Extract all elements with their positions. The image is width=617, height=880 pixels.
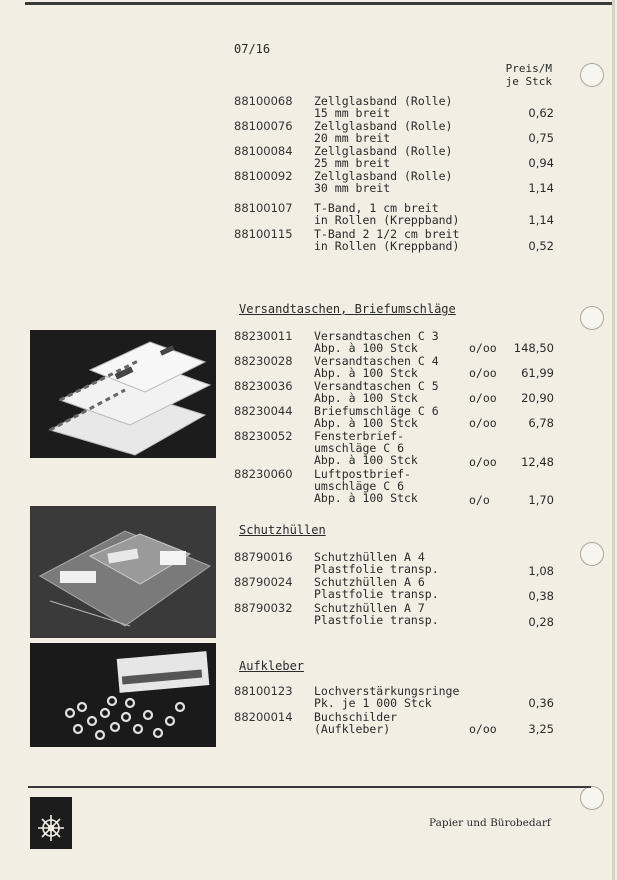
item-desc: Zellglasband (Rolle) [314,144,453,158]
item-desc: 20 mm breit [314,131,391,145]
item-unit: o/oo [469,455,497,469]
sleeves-image [30,506,216,638]
item-desc: Abp. à 100 Stck [314,391,418,405]
list-item [234,601,554,627]
item-desc: Abp. à 100 Stck [314,491,418,505]
ship-wheel-logo [30,797,72,849]
list-item [234,710,554,736]
list-item [234,429,554,467]
item-code: 88100115 [234,227,293,241]
item-desc: Abp. à 100 Stck [314,453,418,467]
page-code: 07/16 [234,42,271,56]
item-price: 0,52 [528,239,554,253]
item-desc: Abp. à 100 Stck [314,416,418,430]
item-desc: Schutzhüllen A 4 [314,550,425,564]
list-item [234,379,554,405]
punch-hole-4 [580,786,604,810]
item-desc: Luftpostbrief- [314,467,411,481]
item-desc: Plastfolie transp. [314,562,439,576]
envelopes-image [30,330,216,458]
item-unit: o/oo [469,722,497,736]
list-item [234,354,554,380]
list-item [234,201,554,227]
item-price: 0,75 [528,131,554,145]
item-desc: Fensterbrief- [314,429,405,443]
item-desc: (Aufkleber) [314,722,391,736]
item-code: 88790016 [234,550,293,564]
item-code: 88100084 [234,144,293,158]
item-desc: 15 mm breit [314,106,391,120]
item-unit: o/oo [469,391,497,405]
item-code: 88100076 [234,119,293,133]
item-desc: Briefumschläge C 6 [314,404,439,418]
item-code: 88100123 [234,684,293,698]
top-rule [25,2,615,5]
list-item [234,144,554,170]
list-item [234,94,554,120]
item-price: 12,48 [521,455,554,469]
item-desc: umschläge C 6 [314,441,405,455]
item-price: 0,62 [528,106,554,120]
item-unit: o/o [469,493,490,507]
item-price: 0,28 [528,615,554,629]
item-price: 1,70 [528,493,554,507]
item-price: 148,50 [513,341,554,355]
item-unit: o/oo [469,416,497,430]
item-price: 61,99 [521,366,554,380]
item-price: 0,94 [528,156,554,170]
item-desc: Zellglasband (Rolle) [314,169,453,183]
punch-hole-3 [580,542,604,566]
list-item [234,227,554,253]
punch-hole-1 [580,63,604,87]
item-desc: Versandtaschen C 3 [314,329,439,343]
item-desc: Plastfolie transp. [314,587,439,601]
item-code: 88230036 [234,379,293,393]
item-desc: Abp. à 100 Stck [314,366,418,380]
item-price: 1,08 [528,564,554,578]
item-desc: T-Band 2 1/2 cm breit [314,227,460,241]
page-edge [612,0,615,880]
bottom-rule [28,786,591,788]
item-desc: Versandtaschen C 5 [314,379,439,393]
item-desc: Zellglasband (Rolle) [314,94,453,108]
item-desc: Versandtaschen C 4 [314,354,439,368]
item-code: 88790024 [234,575,293,589]
punch-hole-2 [580,306,604,330]
item-desc: 30 mm breit [314,181,391,195]
item-code: 88100092 [234,169,293,183]
section-title-stickers: Aufkleber [239,659,305,673]
item-code: 88230028 [234,354,293,368]
item-desc: Zellglasband (Rolle) [314,119,453,133]
footer-category: Papier und Bürobedarf [429,817,551,829]
section-title-envelopes: Versandtaschen, Briefumschläge [239,302,456,316]
price-header-line1: Preis/M [505,62,552,75]
item-desc: in Rollen (Kreppband) [314,213,460,227]
item-desc: T-Band, 1 cm breit [314,201,439,215]
item-unit: o/oo [469,366,497,380]
sleeves-photo [30,506,216,638]
item-desc: Plastfolie transp. [314,613,439,627]
item-price: 1,14 [528,213,554,227]
item-desc: 25 mm breit [314,156,391,170]
item-desc: Schutzhüllen A 7 [314,601,425,615]
item-desc: Lochverstärkungsringe [314,684,460,698]
item-unit: o/oo [469,341,497,355]
item-code: 88790032 [234,601,293,615]
item-code: 88230052 [234,429,293,443]
list-item [234,575,554,601]
list-item [234,404,554,430]
item-desc: Buchschilder [314,710,398,724]
item-code: 88230060 [234,467,293,481]
item-price: 6,78 [528,416,554,430]
item-code: 88100107 [234,201,293,215]
list-item [234,684,554,710]
stickers-photo [30,643,216,747]
item-desc: Abp. à 100 Stck [314,341,418,355]
item-price: 1,14 [528,181,554,195]
item-desc: umschläge C 6 [314,479,405,493]
list-item [234,329,554,355]
item-desc: Pk. je 1 000 Stck [314,696,432,710]
item-price: 20,90 [521,391,554,405]
stickers-image [30,643,216,747]
item-code: 88230044 [234,404,293,418]
item-desc: in Rollen (Kreppband) [314,239,460,253]
list-item [234,550,554,576]
price-header-line2: je Stck [505,75,552,88]
item-price: 0,38 [528,589,554,603]
item-price: 3,25 [528,722,554,736]
item-price: 0,36 [528,696,554,710]
item-code: 88230011 [234,329,293,343]
list-item [234,467,554,505]
item-code: 88100068 [234,94,293,108]
list-item [234,119,554,145]
item-code: 88200014 [234,710,293,724]
section-title-sleeves: Schutzhüllen [239,523,326,537]
ship-wheel-icon [30,797,72,849]
envelopes-photo [30,330,216,458]
item-desc: Schutzhüllen A 6 [314,575,425,589]
list-item [234,169,554,195]
